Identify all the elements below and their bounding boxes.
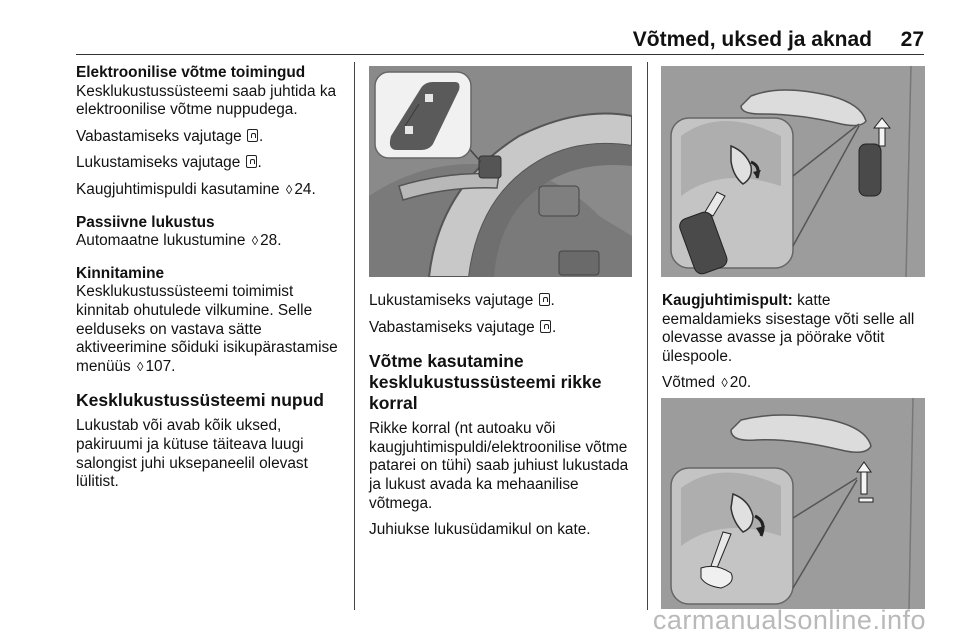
lock-button-icon: [539, 293, 550, 306]
text: Kesklukustussüsteemi toimimist kinnitab ohutulede vilkumine. Selle eelduseks on vastava sätte aktiveerimine sõiduki isikupärastamise menüüs: [76, 283, 338, 375]
column-1: [76, 64, 346, 500]
reference-arrow-icon: ◊: [285, 181, 293, 197]
watermark: carmanualsonline.info: [652, 605, 926, 635]
page-reference[interactable]: 20.: [729, 374, 752, 392]
reference-arrow-icon: ◊: [251, 233, 259, 249]
figure-key-turn: [661, 398, 925, 609]
paragraph-auto-lock: [76, 232, 346, 251]
door-handle-key-turn-illustration: [661, 398, 925, 609]
paragraph-confirmation: [76, 283, 346, 376]
paragraph-central-locking: Lukustab või avab kõik uksed, pakiruumi ja kütuse täiteava luugi salongist juhi uksepaneelil olevast lülitist.: [76, 417, 308, 491]
unlock-button-icon: [540, 320, 551, 333]
paragraph-cover: Juhiukse lukusüdamikul on kate.: [369, 521, 591, 539]
paragraph-lock: Lukustamiseks vajutage .: [76, 154, 262, 172]
paragraph-remote-cover: [662, 292, 927, 366]
heading-key-operation: Võtme kasutamine kesklukustussüsteemi rikke korral: [369, 351, 602, 414]
header-rule: [76, 54, 924, 55]
door-handle-key-illustration: [661, 66, 925, 277]
heading-passive-locking: Passiivne lukustus: [76, 213, 215, 231]
door-panel-illustration: [369, 66, 632, 277]
reference-arrow-icon: ◊: [721, 375, 728, 391]
page-reference[interactable]: 107.: [145, 357, 176, 375]
paragraph-remote: [76, 181, 346, 200]
page-header-title: Võtmed, uksed ja aknad: [632, 28, 872, 51]
reference-arrow-icon: ◊: [137, 358, 144, 374]
paragraph-keys: [662, 374, 927, 393]
paragraph: Kesklukustussüsteemi saab juhtida ka elektroonilise võtme nuppudega.: [76, 82, 337, 119]
heading-confirmation: Kinnitamine: [76, 264, 165, 282]
unlock-button-icon: [247, 129, 258, 142]
text: Automaatne lukustumine: [76, 232, 246, 250]
text: katte eemaldamieks sisestage võti selle all olevasse avasse ja pöörake võtit ülespoole.: [662, 292, 915, 365]
column-divider-1: [354, 62, 355, 610]
page-number: 27: [900, 28, 924, 51]
text: Lukustamiseks vajutage: [76, 154, 241, 172]
page-reference[interactable]: 28.: [260, 232, 282, 250]
figure-remote-cover: [661, 66, 925, 277]
column-3: [662, 292, 927, 401]
text: Vabastamiseks vajutage: [369, 318, 535, 336]
label-remote: Kaugjuhtimispult:: [662, 292, 793, 309]
column-2: [369, 292, 639, 548]
lock-button-icon: [246, 155, 257, 168]
figure-door-lock-switch: [369, 66, 632, 277]
page-reference[interactable]: 24.: [294, 180, 316, 198]
paragraph-unlock: Vabastamiseks vajutage .: [369, 318, 557, 336]
text: Võtmed: [662, 374, 716, 392]
column-divider-2: [647, 62, 648, 610]
paragraph-failure: Rikke korral (nt autoaku või kaugjuhtimispuldi/elektroonilise võtme patarei on tühi) saab juhiust lukustada ja lukust avada ka mehaanilise võtmega.: [369, 420, 629, 512]
heading-central-locking-buttons: Kesklukustussüsteemi nupud: [76, 390, 324, 411]
paragraph-unlock: Vabastamiseks vajutage .: [76, 127, 264, 145]
heading-electronic-key: Elektroonilise võtme toimingud: [76, 64, 306, 81]
paragraph-lock: Lukustamiseks vajutage .: [369, 292, 555, 309]
text: Vabastamiseks vajutage: [76, 127, 242, 145]
text: Kaugjuhtimispuldi kasutamine: [76, 180, 280, 198]
text: Lukustamiseks vajutage: [369, 292, 534, 309]
